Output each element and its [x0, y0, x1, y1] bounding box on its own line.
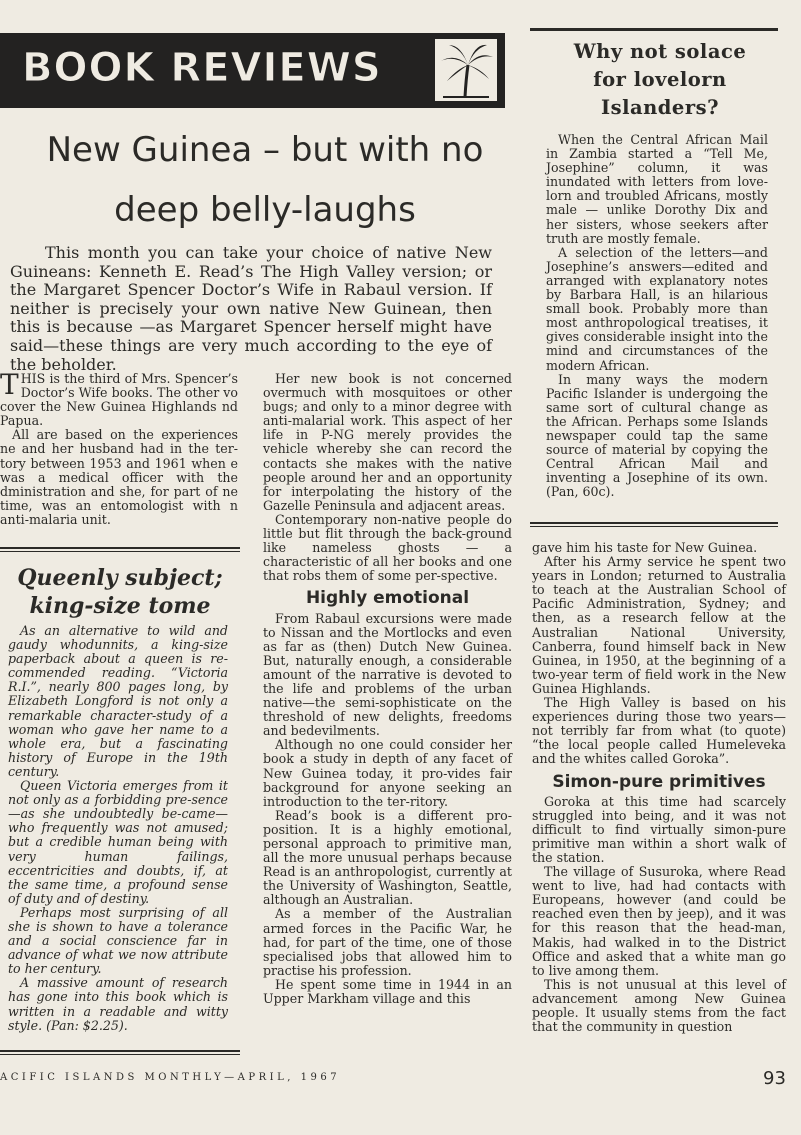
queenly-paragraph-2: Queen Victoria emerges from it not only as a forbidding pre-sence—as she undoubtedly be-came—who frequently was not amused; but a credible human being with very human failings, eccentricities and doubts, if, at the same time, a profound sense of duty and of destiny.: [8, 778, 228, 906]
queenly-title: [0, 564, 240, 620]
col1-paragraph-1: HIS is the third of Mrs. Spencer’s Doctor’s Wife books. The other vo cover the New Guinea Highlands nd Papua.: [0, 371, 238, 429]
sidebar-paragraph-1: When the Central African Mail in Zambia started a “Tell Me, Josephine” column, it was inundated with letters from love-lorn and troubled Africans, mostly male — unlike Dorothy Dix and her sisters, whose seekers after truth are mostly female.: [546, 132, 768, 246]
sidebar-title-line-2: for lovelorn: [593, 68, 727, 91]
sidebar-body: [546, 133, 768, 499]
col3-paragraph-5: The village of Susuroka, where Read went to live, had had contacts with Europeans, however (and could be reached even then by jeep), and it was for this reason that the head-man, Makis, had walked in to the District Office and asked that a white man go to live among them.: [532, 864, 786, 978]
column-3: [532, 541, 786, 1034]
col3-paragraph-1: gave him his taste for New Guinea.: [532, 540, 758, 555]
queenly-title-line-2: king-size tome: [29, 593, 211, 619]
queenly-top-rule: [0, 547, 240, 549]
queenly-top-rule-2: [0, 551, 240, 552]
sidebar-title: [545, 38, 775, 122]
subhead-simon-pure: Simon-pure primitives: [552, 771, 766, 792]
section-title: BOOK REVIEWS: [22, 45, 382, 91]
queenly-paragraph-3: Perhaps most surprising of all she is shown to have a tolerance and a social conscience far in advance of what we now attribute to her century.: [8, 904, 228, 977]
headline-line-1: New Guinea – but with no: [46, 130, 484, 170]
sidebar-bottom-rule: [530, 522, 778, 524]
palm-tree-icon: [433, 37, 499, 103]
queenly-bottom-rule: [0, 1050, 240, 1052]
sidebar-title-line-3: Islanders?: [600, 96, 720, 119]
col2-paragraph-7: He spent some time in 1944 in an Upper Markham village and this: [263, 976, 512, 1007]
headline-line-2: deep belly-laughs: [114, 190, 416, 230]
col2-paragraph-3: From Rabaul excursions were made to Nissan and the Mortlocks and even as far as (then) Dutch New Guinea. But, naturally enough, a considerable amount of the narrative is devoted to the life and problems of the urban native—the semi-sophisticate on the threshold of new delights, freedoms and bedevilments.: [263, 610, 512, 739]
queenly-paragraph-1: As an alternative to wild and gaudy whodunnits, a king-size paperback about a queen is re-commended reading. “Victoria R.I.”, nearly 800 pages long, by Elizabeth Longford is not only a remarkable character-study of a woman who gave her name to a whole era, but a fascinating history of Europe in the 19th century.: [8, 623, 228, 779]
sidebar-top-rule: [530, 28, 778, 31]
col2-paragraph-5: Read’s book is a different pro-position. It is a highly emotional, personal approach to primitive man, all the more unusual perhaps because Read is an anthropologist, currently at the University of Washington, Seattle, although an Australian.: [263, 807, 512, 908]
col3-paragraph-2: After his Army service he spent two years in London; returned to Australia to teach at the Australian School of Pacific Administration, Sydney; and then, as a research fellow at the Australian National University, Canberra, found himself back in New Guinea, in 1950, at the beginning of a two-year term of field work in the New Guinea Highlands.: [532, 554, 786, 696]
col1-paragraph-2: All are based on the experiences ne and her husband had in the ter-tory between 1953 and 1961 when e was a medical officer with the dministration and she, for part of ne time, was an entomologist with n anti-malaria unit.: [0, 427, 238, 527]
column-1: [0, 368, 238, 527]
section-banner: [0, 33, 505, 108]
col2-paragraph-4: Although no one could consider her book a study in depth of any facet of New Guinea today, it pro-vides fair background for anyone seeking an introduction to the ter-ritory.: [263, 737, 512, 809]
col3-paragraph-3: The High Valley is based on his experiences during those two years—not terribly far from what (to quote) “the local people called Humeleveka and the whites called Goroka”.: [532, 695, 786, 767]
sidebar-bottom-rule-2: [530, 526, 778, 527]
page-number: 93: [763, 1068, 786, 1089]
queenly-paragraph-4: A massive amount of research has gone into this book which is written in a readable and witty style. (Pan: $2.25).: [8, 975, 228, 1033]
col3-paragraph-6: This is not unusual at this level of advancement among New Guinea people. It usually stems from the fact that the community in question: [532, 976, 786, 1035]
queenly-title-line-1: Queenly subject;: [17, 565, 223, 591]
col2-paragraph-6: As a member of the Australian armed forces in the Pacific War, he had, for part of the time, one of those specialised jobs that allowed him to practise his profession.: [263, 906, 512, 978]
col2-paragraph-1: Her new book is not concerned overmuch with mosquitoes or other bugs; and only to a minor degree with anti-malarial work. This aspect of her life in P-NG merely provides the vehicle whereby she can record the contacts she makes with the native people around her and an opportunity for interpolating the history of the Gazelle Peninsula and adjacent areas.: [263, 371, 512, 513]
article-intro: This month you can take your choice of native New Guineans: Kenneth E. Read’s The High Valley version; or the Margaret Spencer Doctor’s Wife in Rabaul version. If neither is precisely your own native New Guinean, then this is because —as Margaret Spencer herself might have said—these things are very much according to the eye of the beholder.: [10, 243, 492, 374]
drop-cap: T: [0, 368, 19, 401]
sidebar-paragraph-3: In many ways the modern Pacific Islander is undergoing the same sort of cultural change as the African. Perhaps some Islands newspaper could tap the same source of material by copying the Central African Mail and inventing a Josephine of its own. (Pan, 60c).: [546, 371, 768, 500]
article-headline: [0, 126, 530, 234]
sidebar-paragraph-2: A selection of the letters—and Josephine’s answers—edited and arranged with explanatory notes by Barbara Hall, is an hilarious small book. Probably more than most anthropological treatises, it gives considerable insight into the mind and circumstances of the modern African.: [546, 244, 768, 373]
column-2: [263, 372, 512, 1006]
queenly-bottom-rule-2: [0, 1054, 240, 1055]
sidebar-title-line-1: Why not solace: [573, 40, 747, 63]
subhead-highly-emotional: Highly emotional: [305, 588, 470, 609]
queenly-body: [8, 624, 228, 1033]
col3-paragraph-4: Goroka at this time had scarcely struggled into being, and it was not difficult to find virtually simon-pure primitive man within a short walk of the station.: [532, 793, 786, 865]
page-footer: ACIFIC ISLANDS MONTHLY—APRIL, 1967: [0, 1072, 341, 1083]
col2-paragraph-2: Contemporary non-native people do little but flit through the back-ground like nameless ghosts — a characteristic of all her books and one that robs them of some per-spective.: [263, 511, 512, 584]
